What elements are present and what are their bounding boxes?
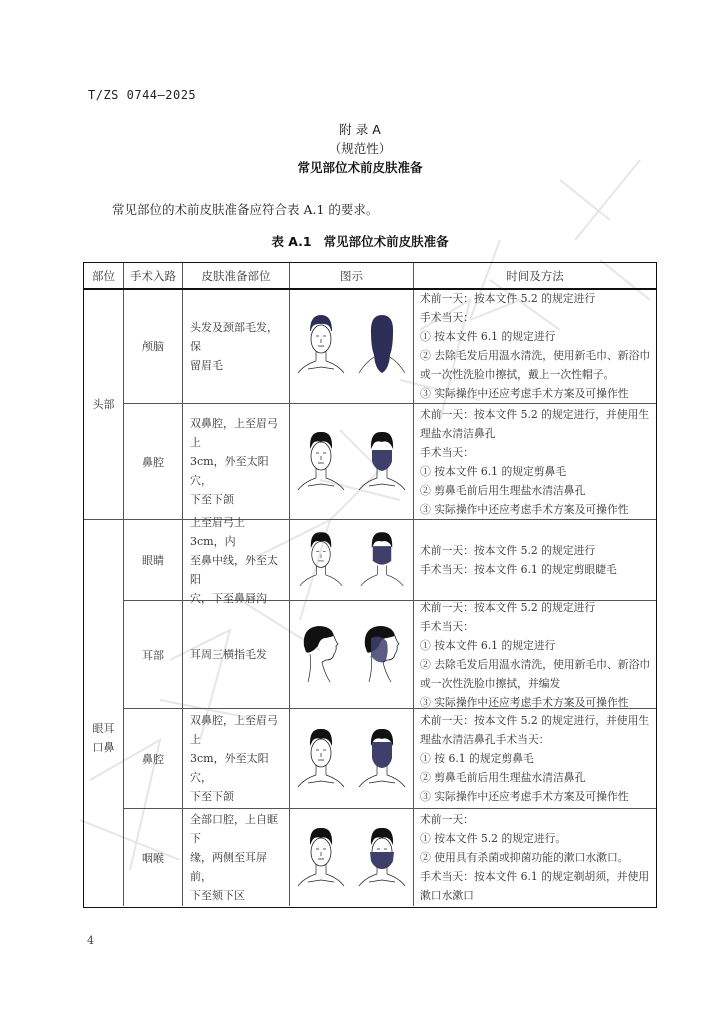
approach-cell: 鼻腔 <box>142 455 164 469</box>
method-line: ① 按本文件 6.1 的规定剪鼻毛 <box>420 464 567 478</box>
approach-cell: 咽喉 <box>142 851 164 865</box>
region-cell-eye-ear-mouth-nose <box>84 520 123 906</box>
method-line: ① 按本文件 6.1 的规定进行 <box>420 638 556 652</box>
col-header-illustration: 图示 <box>340 268 363 283</box>
prep-area-line: 双鼻腔，上至眉弓上 <box>190 714 278 746</box>
method-line: 术前一天：按本文件 5.2 的规定进行 <box>420 544 596 557</box>
prep-area-cell <box>183 515 289 605</box>
front-face-illustration <box>296 720 346 798</box>
upper-face-shaded-illustration <box>357 524 407 596</box>
prep-area-line: 头发及颈部毛发，保 <box>190 320 278 353</box>
illustration-cell <box>290 601 413 708</box>
side-profile-ear-shaded-illustration <box>357 616 407 694</box>
approach-cell: 耳部 <box>142 648 164 662</box>
prep-area-cell <box>183 289 289 403</box>
front-face-illustration <box>296 819 346 897</box>
method-line: 或一次性洗脸巾擦拭，并编发 <box>420 676 561 690</box>
back-of-head-shaded-illustration <box>357 307 407 385</box>
method-line: 术前一天：按本文件 5.2 的规定进行，并使用生 <box>420 407 650 421</box>
appendix-nature: （规范性） <box>328 141 392 156</box>
prep-area-cell <box>183 404 289 519</box>
region-label: 头部 <box>92 397 115 411</box>
prep-area-line: 留眉毛 <box>190 358 223 372</box>
col-header-region: 部位 <box>92 268 115 283</box>
prep-area-line: 至鼻中线，外至太阳 <box>190 553 278 586</box>
method-cell <box>414 809 656 906</box>
method-line: 术前一天：按本文件 5.2 的规定进行 <box>420 600 596 614</box>
method-line: 理盐水清洁鼻孔手术当天： <box>420 733 550 746</box>
prep-area-line: 下至下颌 <box>190 493 234 506</box>
front-face-illustration <box>296 307 346 385</box>
appendix-label: 附 录 A <box>339 122 381 137</box>
illustration-cell <box>290 520 413 600</box>
prep-area-cell <box>183 601 289 708</box>
approach-cell: 眼睛 <box>142 554 164 567</box>
method-cell <box>414 289 656 403</box>
method-line: ③ 实际操作中还应考虑手术方案及可操作性 <box>420 387 629 400</box>
method-cell <box>414 601 656 708</box>
prep-area-line: 上至眉弓上 3cm，内 <box>190 515 245 548</box>
method-line: 手术当天： <box>420 445 474 459</box>
method-line: ③ 实际操作中还应考虑手术方案及可操作性 <box>420 695 629 709</box>
prep-area-cell <box>183 809 289 906</box>
prep-area-line: 3cm，外至太阳穴， <box>190 752 269 784</box>
table-caption-number: 表 A.1 <box>271 234 312 249</box>
method-line: 理盐水清洁鼻孔 <box>420 426 496 440</box>
method-line: ① 按本文件 5.2 的规定进行。 <box>420 832 567 845</box>
method-line: 手术当天：按本文件 6.1 的规定剪眼睫毛 <box>420 563 617 576</box>
method-line: ③ 实际操作中还应考虑手术方案及可操作性 <box>420 502 629 516</box>
method-line: ② 剪鼻毛前后用生理盐水清洁鼻孔 <box>420 483 586 497</box>
method-cell <box>414 404 656 519</box>
front-face-illustration <box>296 423 346 501</box>
method-line: ② 去除毛发后用温水清洗，使用新毛巾、新浴巾 <box>420 657 651 671</box>
lower-face-shaded-illustration <box>357 423 407 501</box>
method-line: 手术当天：按本文件 6.1 的规定剃胡须，并使用 <box>420 870 650 883</box>
prep-area-line: 下至颏下区 <box>190 889 245 902</box>
method-line: 漱口水漱口 <box>420 889 474 902</box>
mouth-chin-shaded-illustration <box>357 819 407 897</box>
appendix-title: 常见部位术前皮肤准备 <box>297 160 423 175</box>
region-label-line: 眼耳 <box>92 722 115 735</box>
prep-area-line: 全部口腔，上自眶下 <box>190 813 278 845</box>
illustration-cell <box>290 809 413 906</box>
method-line: ① 按 6.1 的规定剪鼻毛 <box>420 752 534 765</box>
method-cell <box>414 709 656 808</box>
method-line: ② 去除毛发后用温水清洗，使用新毛巾、新浴巾 <box>420 349 651 362</box>
method-line: 或一次性洗脸巾擦拭，戴上一次性帽子。 <box>420 368 615 381</box>
table-caption-title: 常见部位术前皮肤准备 <box>323 234 449 249</box>
region-label-line: 口鼻 <box>92 741 115 754</box>
prep-area-cell <box>183 709 289 808</box>
method-line: ② 剪鼻毛前后用生理盐水清洁鼻孔 <box>420 771 586 784</box>
full-face-shaded-illustration <box>357 720 407 798</box>
table-caption <box>0 232 720 250</box>
prep-area-line: 双鼻腔，上至眉弓上 <box>190 417 278 449</box>
illustration-cell <box>290 289 413 403</box>
method-line: ③ 实际操作中还应考虑手术方案及可操作性 <box>420 790 629 803</box>
method-line: ② 使用具有杀菌或抑菌功能的漱口水漱口。 <box>420 851 629 864</box>
method-line: 手术当天： <box>420 619 474 633</box>
method-line: 手术当天： <box>420 311 474 324</box>
method-line: 术前一天：按本文件 5.2 的规定进行 <box>420 292 596 305</box>
page-number: 4 <box>87 934 94 947</box>
skin-prep-table <box>83 262 657 908</box>
prep-area-line: 耳周三横指毛发 <box>190 648 267 661</box>
col-header-method: 时间及方法 <box>506 268 564 283</box>
prep-area-line: 3cm，外至太阳穴， <box>190 455 269 487</box>
front-face-illustration <box>296 524 346 596</box>
intro-paragraph: 常见部位的术前皮肤准备应符合表 A.1 的要求。 <box>112 202 379 217</box>
method-line: 术前一天：按本文件 5.2 的规定进行，并使用生 <box>420 714 650 727</box>
method-line: ① 按本文件 6.1 的规定进行 <box>420 330 556 343</box>
illustration-cell <box>290 709 413 808</box>
approach-cell: 鼻腔 <box>142 752 164 766</box>
prep-area-line: 缘，两侧至耳屏前， <box>190 851 267 883</box>
method-line: 术前一天： <box>420 813 474 826</box>
illustration-cell <box>290 404 413 519</box>
document-id: T/ZS 0744—2025 <box>88 88 197 102</box>
col-header-approach: 手术入路 <box>130 268 176 283</box>
prep-area-line: 穴，下至鼻唇沟 <box>190 591 267 605</box>
method-cell <box>414 520 656 600</box>
col-header-prep-area: 皮肤准备部位 <box>201 268 271 283</box>
approach-cell: 颅脑 <box>142 340 164 353</box>
region-cell-head <box>84 289 123 519</box>
prep-area-line: 下至下颌 <box>190 790 234 803</box>
side-profile-illustration <box>296 616 346 694</box>
